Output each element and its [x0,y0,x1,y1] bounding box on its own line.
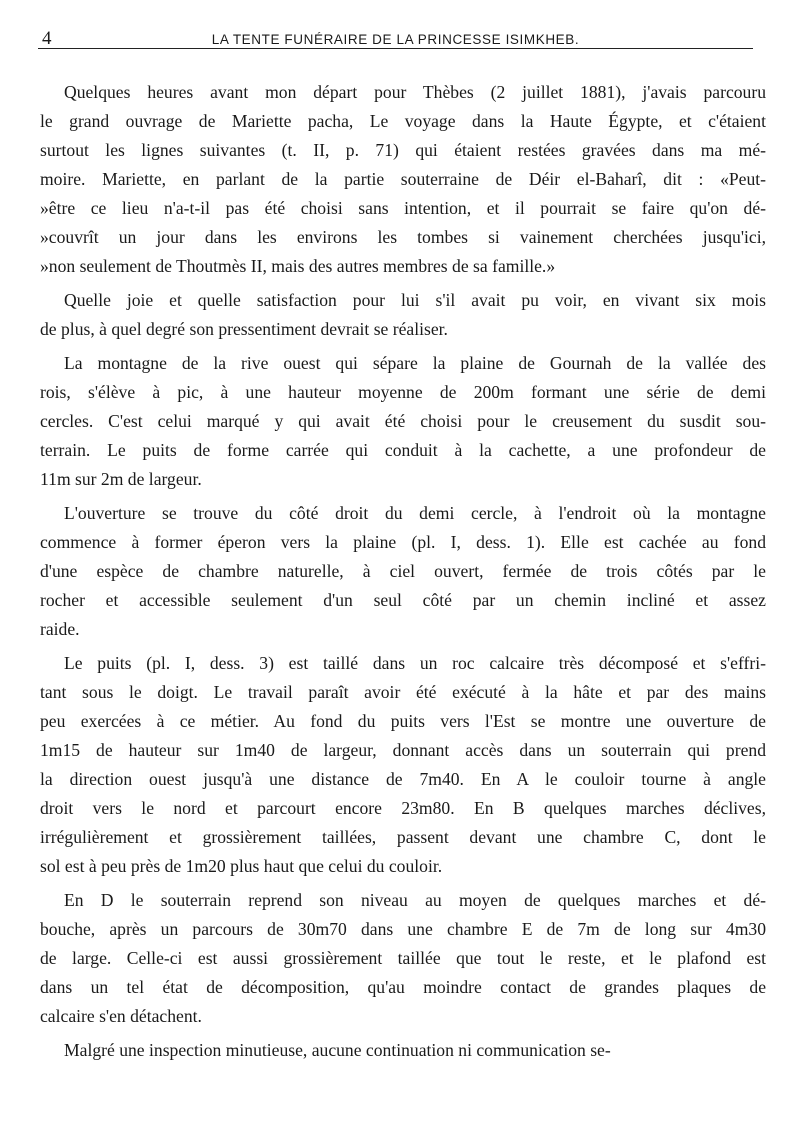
text-line: En D le souterrain reprend son niveau au moyen de quelques marches et dé- [64,890,766,910]
text-line: calcaire s'en détachent. [40,1006,202,1026]
text-line: La montagne de la rive ouest qui sépare la plaine de Gournah de la vallée des [64,353,766,373]
text-line: Le puits (pl. I, dess. 3) est taillé dans un roc calcaire très décomposé et s'effri- [64,653,766,673]
body-text [40,78,766,1070]
text-line: le grand ouvrage de Mariette pacha, Le voyage dans la Haute Égypte, et c'étaient [40,111,766,131]
text-line: L'ouverture se trouve du côté droit du demi cercle, à l'endroit où la montagne [64,503,766,523]
text-line: de large. Celle-ci est aussi grossièrement taillée que tout le reste, et le plafond est [40,948,766,968]
text-line: bouche, après un parcours de 30m70 dans une chambre E de 7m de long sur 4m30 [40,919,766,939]
text-line: »être ce lieu n'a-t-il pas été choisi sans intention, et il pourrait se faire qu'on dé- [40,198,766,218]
text-line: raide. [40,619,80,639]
page-number: 4 [42,28,52,49]
text-line: 11m sur 2m de largeur. [40,469,202,489]
text-line: rocher et accessible seulement d'un seul côté par un chemin incliné et assez [40,590,766,610]
text-line: d'une espèce de chambre naturelle, à ciel ouvert, fermée de trois côtés par le [40,561,766,581]
text-line: droit vers le nord et parcourt encore 23m80. En B quelques marches déclives, [40,798,766,818]
text-line: la direction ouest jusqu'à une distance de 7m40. En A le couloir tourne à angle [40,769,766,789]
text-line: surtout les lignes suivantes (t. II, p. 71) qui étaient restées gravées dans ma mé- [40,140,766,160]
paragraph [40,1036,766,1065]
paragraph [40,349,766,494]
text-line: »couvrît un jour dans les environs les tombes si vainement cherchées jusqu'ici, [40,227,766,247]
text-line: Quelques heures avant mon départ pour Thèbes (2 juillet 1881), j'avais parcouru [64,82,766,102]
paragraph [40,286,766,344]
text-line: dans un tel état de décomposition, qu'au moindre contact de grandes plaques de [40,977,766,997]
text-line: terrain. Le puits de forme carrée qui conduit à la cachette, a une profondeur de [40,440,766,460]
text-line: Malgré une inspection minutieuse, aucune continuation ni communication se- [64,1040,611,1060]
text-line: peu exercées à ce métier. Au fond du puits vers l'Est se montre une ouverture de [40,711,766,731]
text-line: moire. Mariette, en parlant de la partie souterraine de Déir el-Baharî, dit : «Peut- [40,169,766,189]
text-line: tant sous le doigt. Le travail paraît avoir été exécuté à la hâte et par des mains [40,682,766,702]
text-line: commence à former éperon vers la plaine (pl. I, dess. 1). Elle est cachée au fond [40,532,766,552]
paragraph [40,649,766,881]
text-line: cercles. C'est celui marqué y qui avait été choisi pour le creusement du susdit sou- [40,411,766,431]
text-line: rois, s'élève à pic, à une hauteur moyenne de 200m formant une série de demi [40,382,766,402]
paragraph [40,886,766,1031]
paragraph [40,78,766,281]
text-line: sol est à peu près de 1m20 plus haut que celui du couloir. [40,856,443,876]
text-line: 1m15 de hauteur sur 1m40 de largeur, donnant accès dans un souterrain qui prend [40,740,766,760]
page-header [38,8,753,49]
text-line: »non seulement de Thoutmès II, mais des autres membres de sa famille.» [40,256,556,276]
text-line: Quelle joie et quelle satisfaction pour lui s'il avait pu voir, en vivant six mois [64,290,766,310]
running-title: LA TENTE FUNÉRAIRE DE LA PRINCESSE ISIMKHEB. [211,32,580,47]
text-line: irrégulièrement et grossièrement taillées, passent devant une chambre C, dont le [40,827,766,847]
paragraph [40,499,766,644]
text-line: de plus, à quel degré son pressentiment devrait se réaliser. [40,319,448,339]
